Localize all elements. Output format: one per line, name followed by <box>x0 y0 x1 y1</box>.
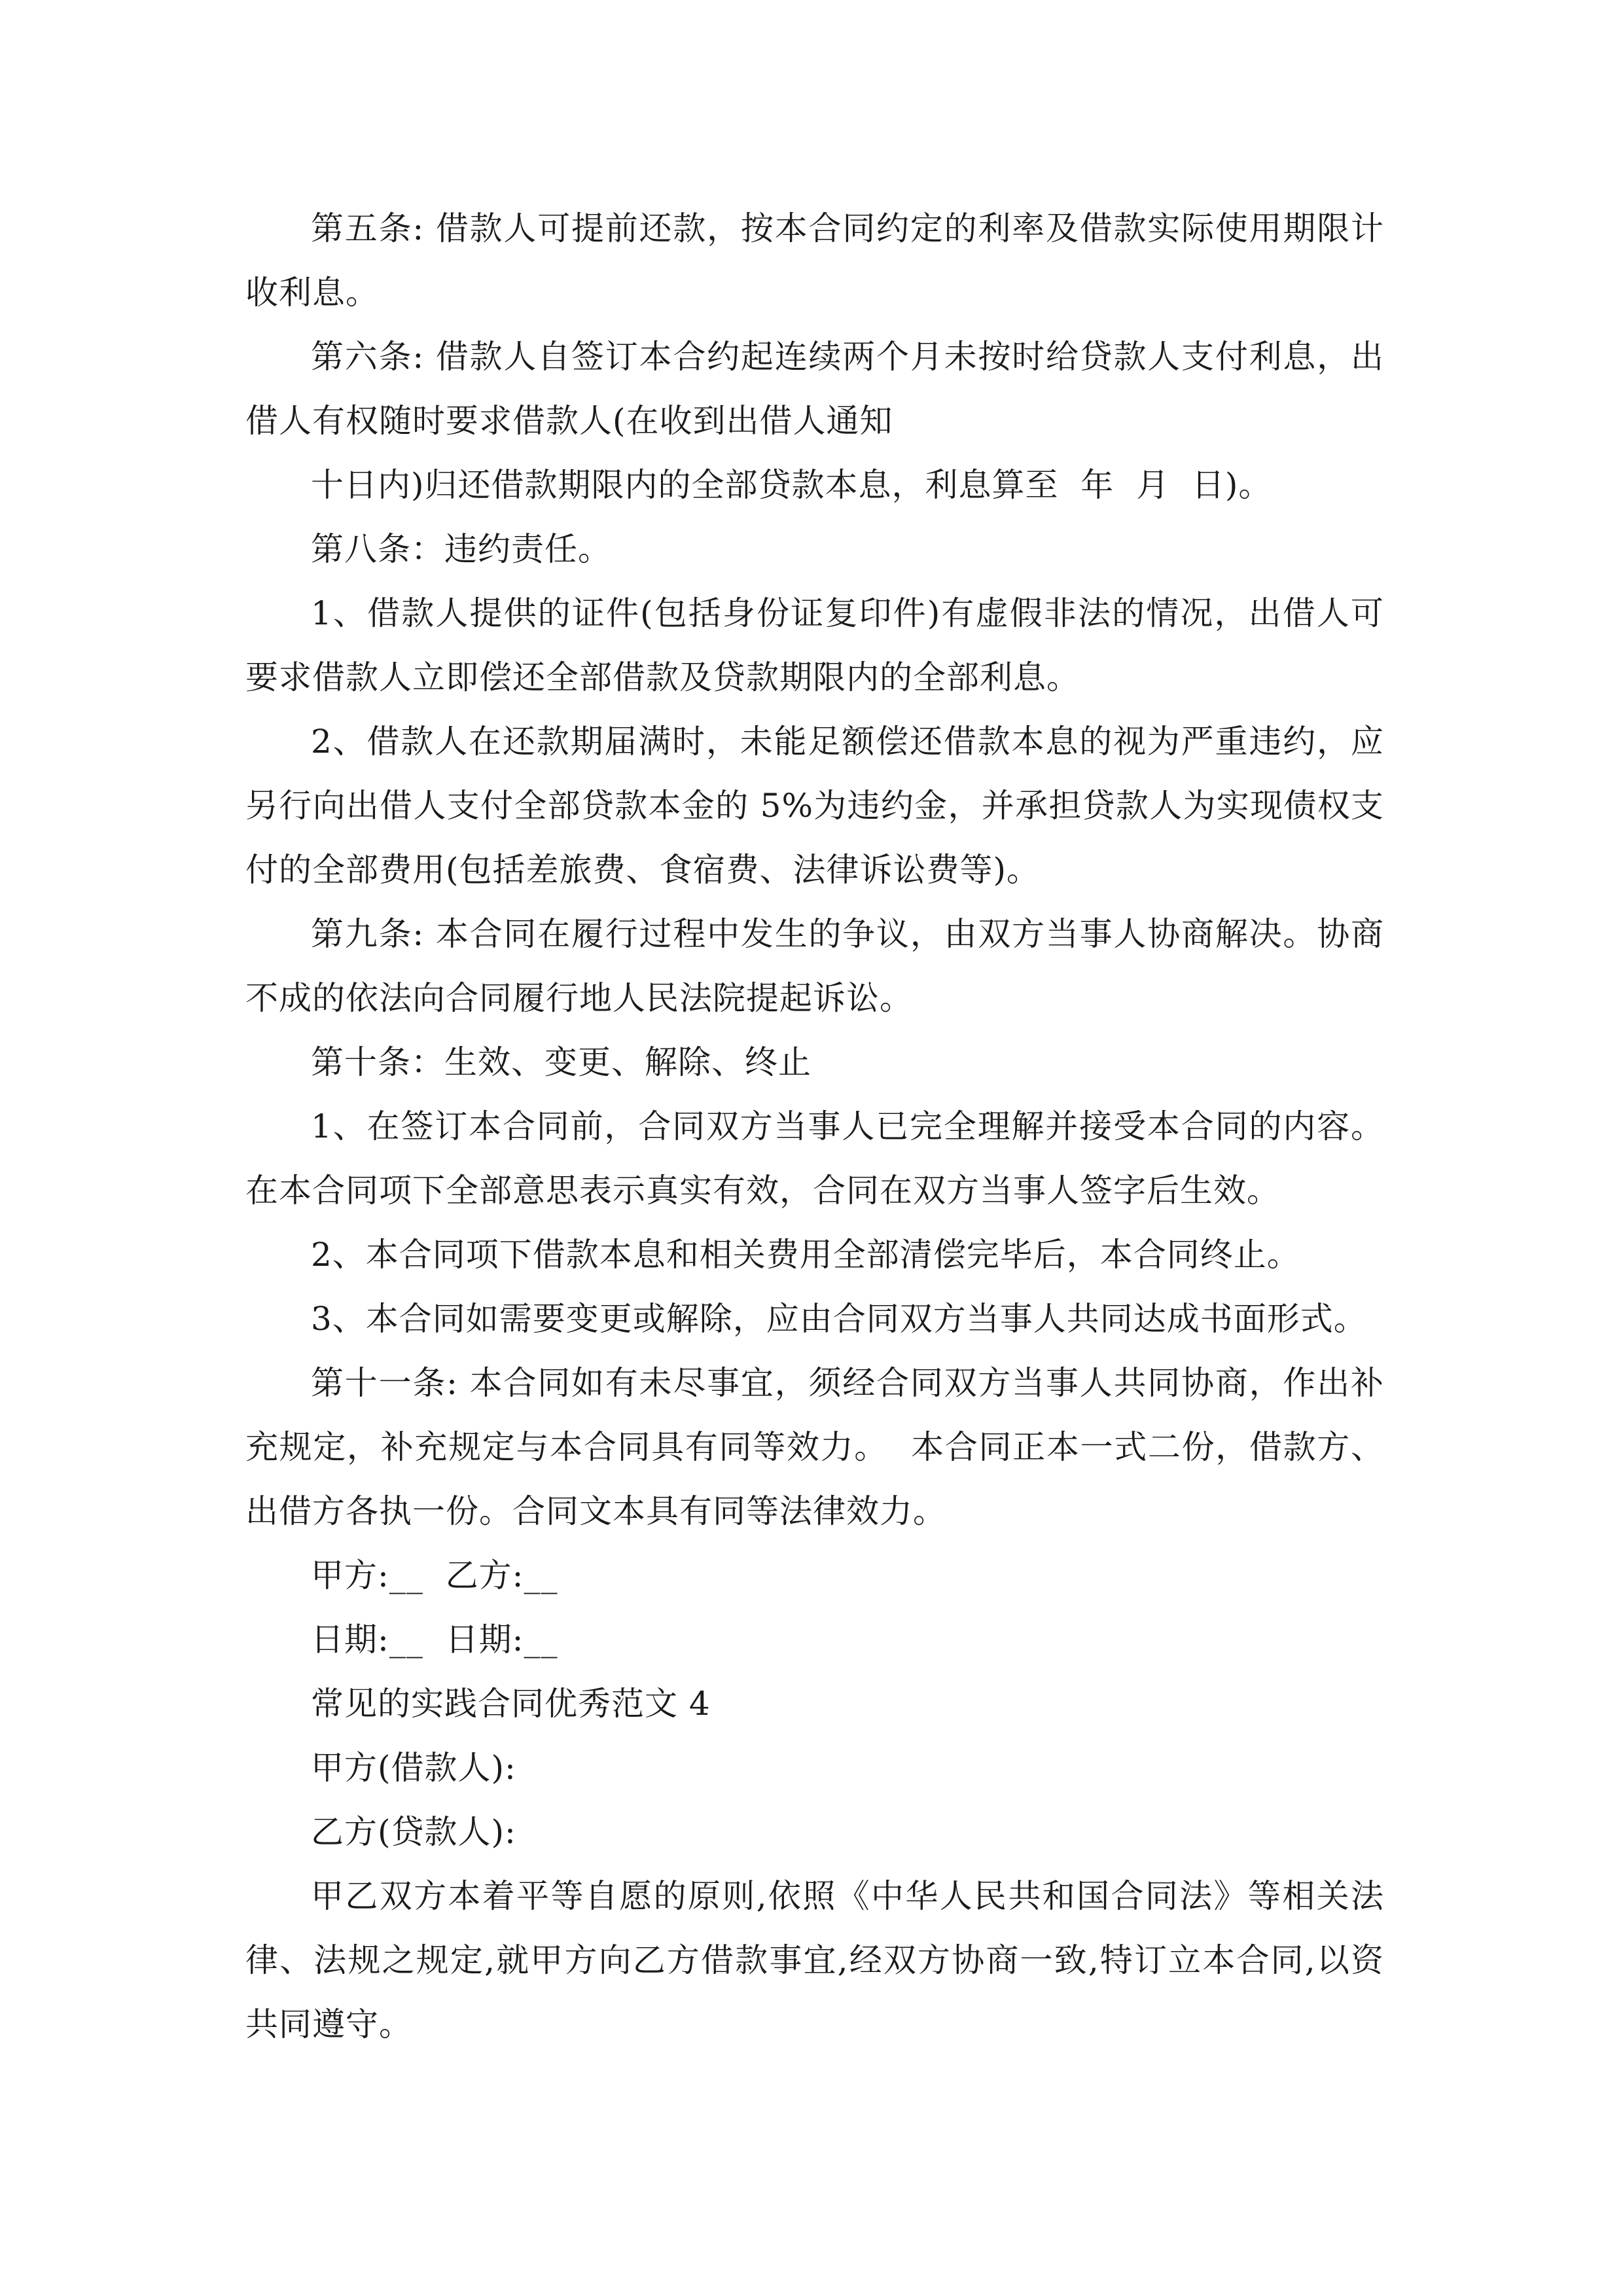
clause-6: 第六条: 借款人自签订本合约起连续两个月未按时给贷款人支付利息，出借人有权随时要求借款人(在收到出借人通知 <box>245 338 1384 440</box>
clause-6-continued: 十日内)归还借款期限内的全部贷款本息，利息算至 年 月 日)。 <box>311 466 1272 504</box>
clause-5: 第五条: 借款人可提前还款，按本合同约定的利率及借款实际使用期限计收利息。 <box>245 209 1384 312</box>
party-a-borrower: 甲方(借款人): <box>311 1749 516 1787</box>
clause-11: 第十一条: 本合同如有未尽事宜，须经合同双方当事人共同协商，作出补充规定，补充规定与本合同具有同等效力。 本合同正本一式二份，借款方、出借方各执一份。合同文本具有同等法律效力。 <box>245 1364 1384 1530</box>
clause-8-item-2: 2、借款人在还款期届满时，未能足额偿还借款本息的视为严重违约，应另行向出借人支付全部贷款本金的 5%为违约金，并承担贷款人为实现债权支付的全部费用(包括差旅费、食宿费、法律诉讼费等)。 <box>245 723 1384 889</box>
clause-8-heading: 第八条：违约责任。 <box>311 530 611 568</box>
party-b-lender: 乙方(贷款人): <box>311 1813 516 1851</box>
clause-10-item-2: 2、本合同项下借款本息和相关费用全部清偿完毕后，本合同终止。 <box>311 1236 1300 1274</box>
signature-dates: 日期:__ 日期:__ <box>311 1621 558 1659</box>
clause-8-item-1: 1、借款人提供的证件(包括身份证复印件)有虚假非法的情况，出借人可要求借款人立即偿还全部借款及贷款期限内的全部利息。 <box>245 594 1384 696</box>
clause-10-item-3: 3、本合同如需要变更或解除，应由合同双方当事人共同达成书面形式。 <box>311 1300 1367 1338</box>
document-body <box>245 196 1384 2056</box>
clause-10-heading: 第十条：生效、变更、解除、终止 <box>311 1043 812 1081</box>
clause-10-item-1: 1、在签订本合同前，合同双方当事人已完全理解并接受本合同的内容。在本合同项下全部意思表示真实有效，合同在双方当事人签字后生效。 <box>245 1107 1384 1210</box>
clause-9: 第九条: 本合同在履行过程中发生的争议，由双方当事人协商解决。协商不成的依法向合同履行地人民法院提起诉讼。 <box>245 915 1384 1017</box>
signature-parties: 甲方:__ 乙方:__ <box>311 1556 558 1594</box>
section-title: 常见的实践合同优秀范文 4 <box>311 1685 711 1723</box>
preamble: 甲乙双方本着平等自愿的原则,依照《中华人民共和国合同法》等相关法律、法规之规定,就甲方向乙方借款事宜,经双方协商一致,特订立本合同,以资共同遵守。 <box>245 1877 1384 2043</box>
